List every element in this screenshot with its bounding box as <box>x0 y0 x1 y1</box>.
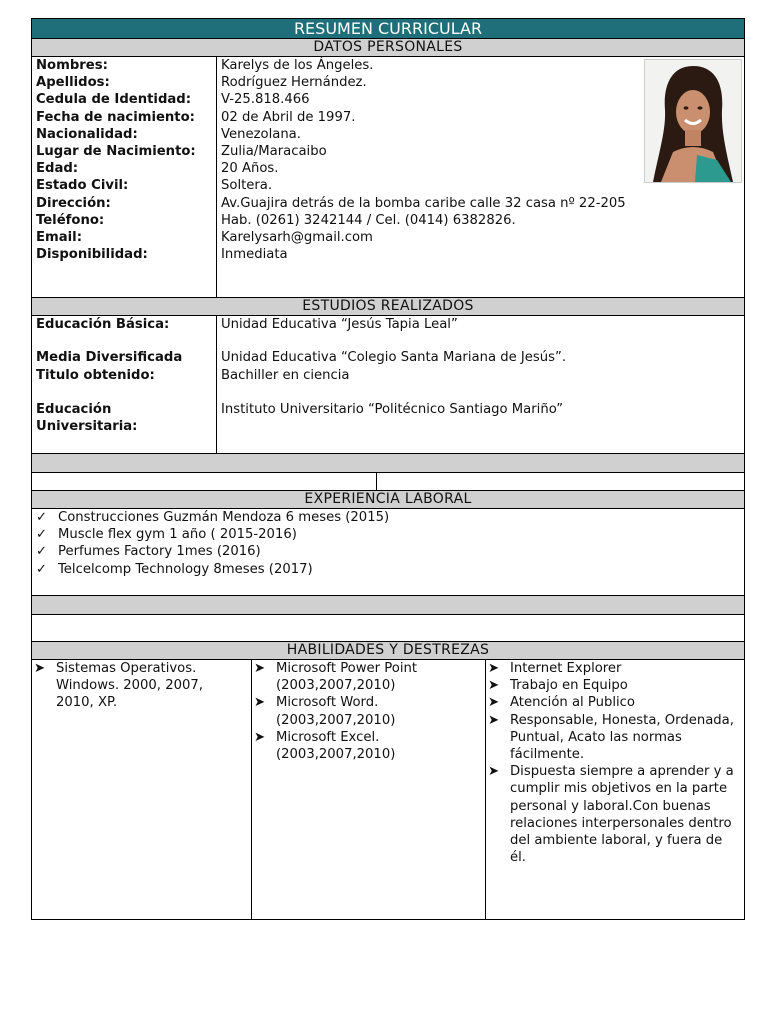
skill-text: Internet Explorer <box>510 661 622 676</box>
university-value: Instituto Universitario “Politécnico Santiago Mariño” <box>221 402 564 417</box>
personal-label: Email: <box>36 229 82 245</box>
personal-label: Estado Civil: <box>36 178 129 194</box>
experience-text: Muscle flex gym 1 año ( 2015-2016) <box>58 527 297 543</box>
profile-photo <box>644 59 742 183</box>
personal-label: Edad: <box>36 161 79 177</box>
personal-label: Nacionalidad: <box>36 126 138 142</box>
column-divider <box>376 473 377 490</box>
personal-label: Disponibilidad: <box>36 247 148 263</box>
check-icon: ✓ <box>36 544 48 560</box>
personal-label: Nombres: <box>36 58 108 73</box>
skill-text: Dispuesta siempre a aprender y a cumplir mis objetivos en la parte personal y laboral.Con buenas relaciones interpersonales dentro del ambiente laboral, y fuera de él. <box>510 764 734 866</box>
arrowhead-bullet-icon: ➤ <box>254 695 266 711</box>
personal-value: 02 de Abril de 1997. <box>221 109 356 125</box>
empty-row <box>31 615 745 642</box>
experience-item <box>36 561 389 578</box>
skill-text: Microsoft Word. (2003,2007,2010) <box>276 695 396 728</box>
basic-education-value: Unidad Educativa “Jesús Tapia Leal” <box>221 317 458 332</box>
personal-value: Rodríguez Hernández. <box>221 75 367 91</box>
column-divider <box>216 316 217 453</box>
skill-text: Atención al Publico <box>510 695 635 711</box>
arrowhead-bullet-icon: ➤ <box>488 764 500 780</box>
personal-value: Inmediata <box>221 247 288 263</box>
personal-label: Lugar de Nacimiento: <box>36 143 196 159</box>
skill-item <box>32 660 244 712</box>
skill-text: Microsoft Excel. (2003,2007,2010) <box>276 729 396 763</box>
skill-text: Trabajo en Equipo <box>510 678 628 694</box>
arrowhead-bullet-icon: ➤ <box>488 712 500 728</box>
personal-value: Soltera. <box>221 178 273 194</box>
personal-label: Teléfono: <box>36 212 105 228</box>
personal-label: Fecha de nacimiento: <box>36 109 195 125</box>
skills-column-2 <box>252 660 478 919</box>
skill-item <box>252 729 478 763</box>
personal-label: Dirección: <box>36 195 111 211</box>
personal-value: 20 Años. <box>221 161 279 177</box>
profile-photo-illustration <box>645 60 741 182</box>
experience-text: Construcciones Guzmán Mendoza 6 meses (2015) <box>58 510 390 525</box>
column-divider <box>216 57 217 297</box>
skill-item <box>486 677 740 694</box>
skill-item <box>486 694 740 711</box>
personal-value: Av.Guajira detrás de la bomba caribe calle 32 casa nº 22-205 <box>221 195 626 211</box>
experience-text: Perfumes Factory 1mes (2016) <box>58 544 261 560</box>
skill-text: Responsable, Honesta, Ordenada, Puntual, Acato las normas fácilmente. <box>510 712 734 763</box>
skill-item <box>486 660 740 677</box>
skills-column-1 <box>32 660 244 919</box>
skills-table <box>31 660 745 920</box>
section-header-personal: DATOS PERSONALES <box>31 39 745 57</box>
personal-data-table <box>31 57 745 298</box>
arrowhead-bullet-icon: ➤ <box>488 661 500 676</box>
studies-table <box>31 316 745 454</box>
personal-values <box>221 57 626 263</box>
arrowhead-bullet-icon: ➤ <box>254 661 266 676</box>
media-education-label: Media Diversificada <box>36 350 183 365</box>
skill-item <box>486 763 740 866</box>
personal-value: Karelys de los Ángeles. <box>221 58 374 73</box>
experience-list-box <box>31 509 745 596</box>
section-header-experience: EXPERIENCIA LABORAL <box>31 491 745 509</box>
skills-column-3 <box>486 660 740 919</box>
experience-item <box>36 543 389 560</box>
empty-split-row <box>31 473 745 491</box>
resume-title: RESUMEN CURRICULAR <box>31 18 745 39</box>
experience-list <box>36 509 389 578</box>
basic-education-label: Educación Básica: <box>36 317 170 332</box>
arrowhead-bullet-icon: ➤ <box>488 695 500 711</box>
experience-item <box>36 526 389 543</box>
personal-value: Venezolana. <box>221 126 301 142</box>
check-icon: ✓ <box>36 510 48 525</box>
media-education-value: Unidad Educativa “Colegio Santa Mariana de Jesús”. <box>221 350 567 365</box>
degree-value: Bachiller en ciencia <box>221 368 350 383</box>
personal-value: Hab. (0261) 3242144 / Cel. (0414) 6382826. <box>221 212 516 228</box>
personal-label: Apellidos: <box>36 75 110 91</box>
arrowhead-bullet-icon: ➤ <box>34 661 46 676</box>
personal-value: V-25.818.466 <box>221 92 310 108</box>
skill-text: Microsoft Power Point (2003,2007,2010) <box>276 661 418 694</box>
degree-label: Titulo obtenido: <box>36 368 155 383</box>
university-label-line2: Universitaria: <box>36 419 138 434</box>
check-icon: ✓ <box>36 561 48 577</box>
personal-labels <box>36 57 196 263</box>
experience-text: Telcelcomp Technology 8meses (2017) <box>58 561 313 577</box>
skill-item <box>486 712 740 764</box>
empty-gray-row <box>31 596 745 615</box>
empty-gray-row <box>31 454 745 473</box>
skill-item <box>252 660 478 694</box>
resume-document <box>31 18 745 920</box>
section-header-studies: ESTUDIOS REALIZADOS <box>31 298 745 316</box>
personal-value: Zulia/Maracaibo <box>221 143 327 159</box>
university-label-line1: Educación <box>36 402 112 417</box>
arrowhead-bullet-icon: ➤ <box>254 729 266 745</box>
personal-value: Karelysarh@gmail.com <box>221 229 373 245</box>
skill-text: Sistemas Operativos. Windows. 2000, 2007, 2010, XP. <box>56 661 203 711</box>
section-header-skills: HABILIDADES Y DESTREZAS <box>31 642 745 660</box>
experience-item <box>36 509 389 526</box>
arrowhead-bullet-icon: ➤ <box>488 678 500 694</box>
skill-item <box>252 694 478 728</box>
check-icon: ✓ <box>36 527 48 543</box>
personal-label: Cedula de Identidad: <box>36 92 191 108</box>
